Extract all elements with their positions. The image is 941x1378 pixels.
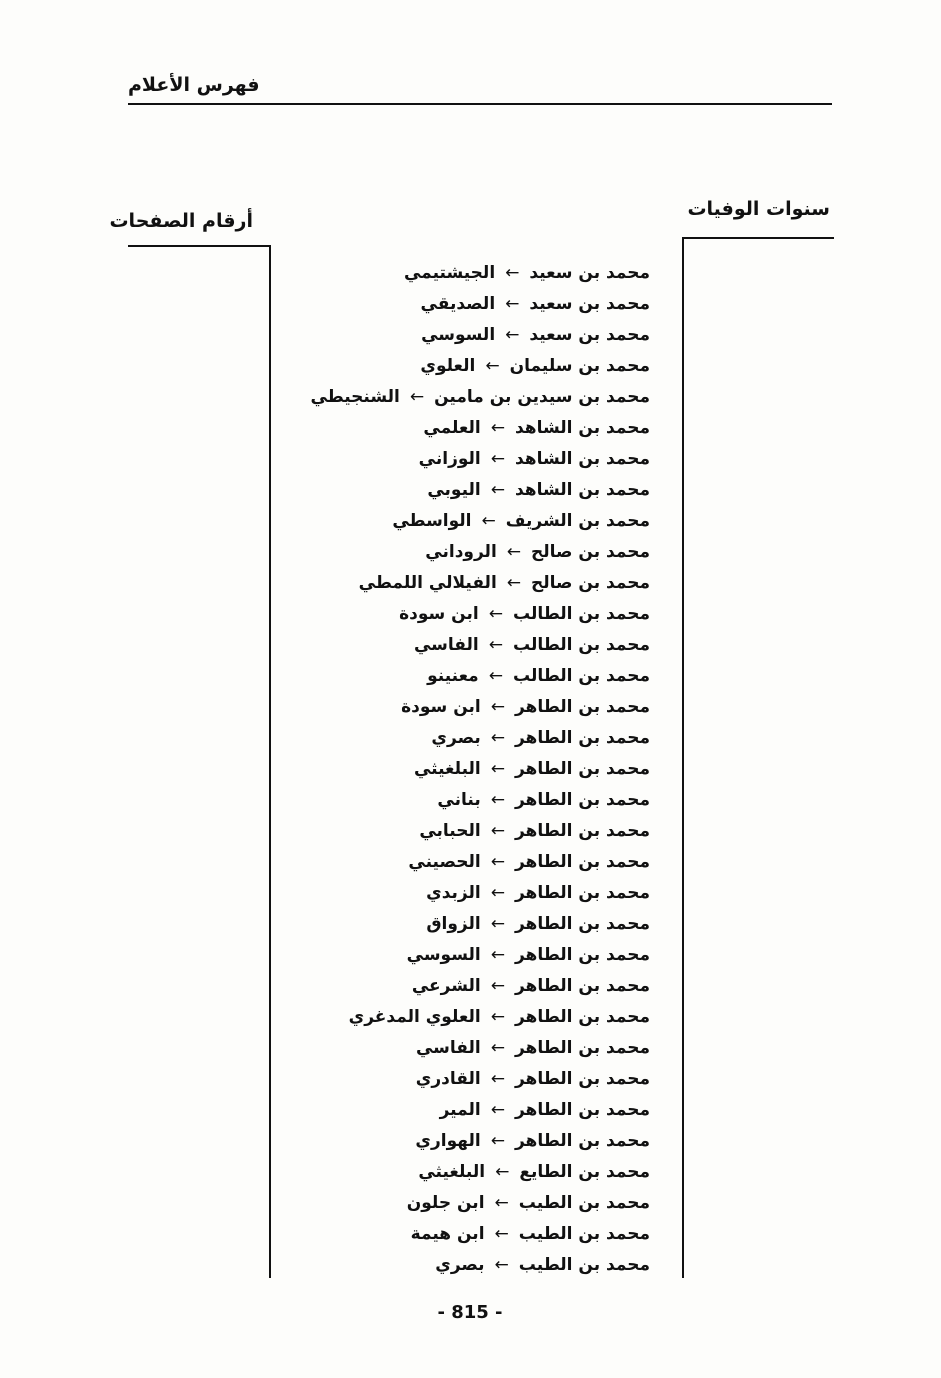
index-entry bbox=[290, 475, 670, 506]
entry-family-name: القادري bbox=[415, 1069, 481, 1089]
entry-family-name: الروداني bbox=[425, 542, 497, 562]
entry-family-name: الوزاني bbox=[418, 449, 481, 469]
entry-family-name: الزواق bbox=[426, 914, 481, 934]
index-entry bbox=[290, 1002, 670, 1033]
entry-name: محمد بن الطاهر bbox=[514, 697, 650, 717]
entry-family-name: الحصيني bbox=[408, 852, 481, 872]
arrow-left-icon: ← bbox=[505, 325, 520, 345]
index-entry bbox=[290, 754, 670, 785]
index-entry bbox=[290, 1095, 670, 1126]
entry-name: محمد بن الطاهر bbox=[514, 945, 650, 965]
entry-name: محمد بن الطالب bbox=[512, 666, 650, 686]
entry-family-name: الفاسي bbox=[415, 1038, 481, 1058]
entry-family-name: معنينو bbox=[427, 666, 479, 686]
arrow-left-icon: ← bbox=[490, 914, 505, 934]
arrow-left-icon: ← bbox=[490, 1131, 505, 1151]
index-entry bbox=[290, 1064, 670, 1095]
entry-name: محمد بن الشاهد bbox=[514, 449, 650, 469]
entry-family-name: السوسي bbox=[421, 325, 496, 345]
arrow-left-icon: ← bbox=[505, 294, 520, 314]
arrow-left-icon: ← bbox=[490, 449, 505, 469]
entry-name: محمد بن الشاهد bbox=[514, 418, 650, 438]
entry-name: محمد بن صالح bbox=[531, 542, 650, 562]
index-entry bbox=[290, 692, 670, 723]
index-entry bbox=[290, 1219, 670, 1250]
entry-name: محمد بن الطاهر bbox=[514, 1100, 650, 1120]
entry-family-name: ابن جلون bbox=[406, 1193, 485, 1213]
index-entry bbox=[290, 878, 670, 909]
entry-family-name: العلوي المدغري bbox=[348, 1007, 481, 1027]
arrow-left-icon: ← bbox=[490, 976, 505, 996]
index-entry bbox=[290, 1126, 670, 1157]
entry-name: محمد بن الطاهر bbox=[514, 914, 650, 934]
index-entry bbox=[290, 1250, 670, 1281]
entry-family-name: البلغيثي bbox=[418, 1162, 486, 1182]
index-entry bbox=[290, 785, 670, 816]
entry-family-name: الصديقي bbox=[420, 294, 496, 314]
index-entry bbox=[290, 537, 670, 568]
entry-family-name: ابن سودة bbox=[399, 604, 479, 624]
entry-family-name: المير bbox=[439, 1100, 481, 1120]
entry-name: محمد بن سعيد bbox=[529, 263, 650, 283]
entry-name: محمد بن الطاهر bbox=[514, 1038, 650, 1058]
entry-name: محمد بن الطايع bbox=[519, 1162, 650, 1182]
arrow-left-icon: ← bbox=[488, 666, 503, 686]
index-entry bbox=[290, 382, 670, 413]
entry-name: محمد بن الطالب bbox=[512, 604, 650, 624]
entry-family-name: العلمي bbox=[423, 418, 481, 438]
left-column-rule bbox=[128, 245, 271, 247]
entry-family-name: بناني bbox=[437, 790, 481, 810]
arrow-left-icon: ← bbox=[506, 542, 522, 562]
index-entry bbox=[290, 1033, 670, 1064]
entry-name: محمد بن الطيب bbox=[518, 1193, 650, 1213]
entry-name: محمد بن الطاهر bbox=[514, 759, 650, 779]
arrow-left-icon: ← bbox=[490, 418, 505, 438]
entry-name: محمد بن الطاهر bbox=[514, 1069, 650, 1089]
arrow-left-icon: ← bbox=[490, 821, 505, 841]
arrow-left-icon: ← bbox=[495, 1162, 510, 1182]
entry-name: محمد بن الطاهر bbox=[514, 883, 650, 903]
index-entry bbox=[290, 320, 670, 351]
entry-name: محمد بن الشاهد bbox=[514, 480, 650, 500]
entry-family-name: الهواري bbox=[415, 1131, 481, 1151]
arrow-left-icon: ← bbox=[490, 1038, 505, 1058]
entry-name: محمد بن الطاهر bbox=[514, 790, 650, 810]
left-column-border bbox=[269, 245, 271, 1278]
index-entry bbox=[290, 258, 670, 289]
death-years-heading: سنوات الوفيات bbox=[687, 198, 830, 220]
entry-name: محمد بن سليمان bbox=[509, 356, 650, 376]
entry-family-name: العلوي bbox=[420, 356, 476, 376]
arrow-left-icon: ← bbox=[485, 356, 500, 376]
header-rule bbox=[128, 103, 832, 105]
entry-name: محمد بن الطيب bbox=[518, 1224, 650, 1244]
right-column-border bbox=[682, 237, 684, 1278]
index-entry bbox=[290, 444, 670, 475]
entry-family-name: الشنجيطي bbox=[310, 387, 400, 407]
entry-family-name: بصري bbox=[435, 1255, 485, 1275]
index-entry bbox=[290, 971, 670, 1002]
index-entry bbox=[290, 723, 670, 754]
arrow-left-icon: ← bbox=[490, 480, 505, 500]
index-entry bbox=[290, 413, 670, 444]
index-entry bbox=[290, 630, 670, 661]
running-head: فهرس الأعلام bbox=[128, 74, 260, 96]
arrow-left-icon: ← bbox=[490, 852, 505, 872]
entry-name: محمد بن الطاهر bbox=[514, 1131, 650, 1151]
entry-family-name: الفاسي bbox=[413, 635, 479, 655]
entry-name: محمد بن سيدين بن مامين bbox=[434, 387, 650, 407]
entry-name: محمد بن الشريف bbox=[505, 511, 650, 531]
right-column-rule bbox=[682, 237, 834, 239]
entry-family-name: ابن هيمة bbox=[410, 1224, 485, 1244]
arrow-left-icon: ← bbox=[490, 883, 505, 903]
entry-name: محمد بن الطاهر bbox=[514, 1007, 650, 1027]
entry-name: محمد بن الطاهر bbox=[514, 852, 650, 872]
arrow-left-icon: ← bbox=[409, 387, 425, 407]
entry-family-name: بصري bbox=[431, 728, 481, 748]
index-entry bbox=[290, 909, 670, 940]
index-entry bbox=[290, 940, 670, 971]
arrow-left-icon: ← bbox=[481, 511, 496, 531]
arrow-left-icon: ← bbox=[494, 1255, 509, 1275]
entry-family-name: البلغيثي bbox=[413, 759, 481, 779]
page-number: - 815 - bbox=[437, 1302, 503, 1323]
entry-family-name: الزبدي bbox=[426, 883, 481, 903]
entry-name: محمد بن سعيد bbox=[529, 294, 650, 314]
entry-family-name: الجيشتيمي bbox=[403, 263, 496, 283]
index-entry bbox=[290, 661, 670, 692]
arrow-left-icon: ← bbox=[494, 1224, 509, 1244]
index-entry bbox=[290, 568, 670, 599]
entry-name: محمد بن سعيد bbox=[529, 325, 650, 345]
index-entry bbox=[290, 289, 670, 320]
arrow-left-icon: ← bbox=[488, 635, 503, 655]
entry-name: محمد بن صالح bbox=[531, 573, 650, 593]
index-entries-list bbox=[290, 258, 670, 1281]
entry-name: محمد بن الطاهر bbox=[514, 728, 650, 748]
entry-family-name: الفيلالي اللمطي bbox=[358, 573, 497, 593]
entry-family-name: اليوبي bbox=[427, 480, 481, 500]
arrow-left-icon: ← bbox=[494, 1193, 509, 1213]
arrow-left-icon: ← bbox=[490, 728, 505, 748]
entry-name: محمد بن الطالب bbox=[512, 635, 650, 655]
index-entry bbox=[290, 1157, 670, 1188]
index-entry bbox=[290, 816, 670, 847]
arrow-left-icon: ← bbox=[505, 263, 520, 283]
arrow-left-icon: ← bbox=[490, 1069, 505, 1089]
entry-family-name: الشرعي bbox=[411, 976, 481, 996]
arrow-left-icon: ← bbox=[490, 1100, 505, 1120]
index-entry bbox=[290, 506, 670, 537]
arrow-left-icon: ← bbox=[506, 573, 522, 593]
entry-family-name: ابن سودة bbox=[401, 697, 481, 717]
entry-name: محمد بن الطاهر bbox=[514, 976, 650, 996]
arrow-left-icon: ← bbox=[490, 1007, 505, 1027]
index-entry bbox=[290, 1188, 670, 1219]
index-entry bbox=[290, 599, 670, 630]
arrow-left-icon: ← bbox=[490, 697, 505, 717]
arrow-left-icon: ← bbox=[490, 945, 505, 965]
entry-family-name: الواسطي bbox=[392, 511, 472, 531]
arrow-left-icon: ← bbox=[488, 604, 503, 624]
index-entry bbox=[290, 351, 670, 382]
arrow-left-icon: ← bbox=[490, 790, 505, 810]
entry-family-name: الحبابي bbox=[419, 821, 481, 841]
index-entry bbox=[290, 847, 670, 878]
entry-name: محمد بن الطيب bbox=[518, 1255, 650, 1275]
entry-family-name: السوسي bbox=[406, 945, 481, 965]
entry-name: محمد بن الطاهر bbox=[514, 821, 650, 841]
page-numbers-heading: أرقام الصفحات bbox=[109, 210, 253, 232]
arrow-left-icon: ← bbox=[490, 759, 505, 779]
